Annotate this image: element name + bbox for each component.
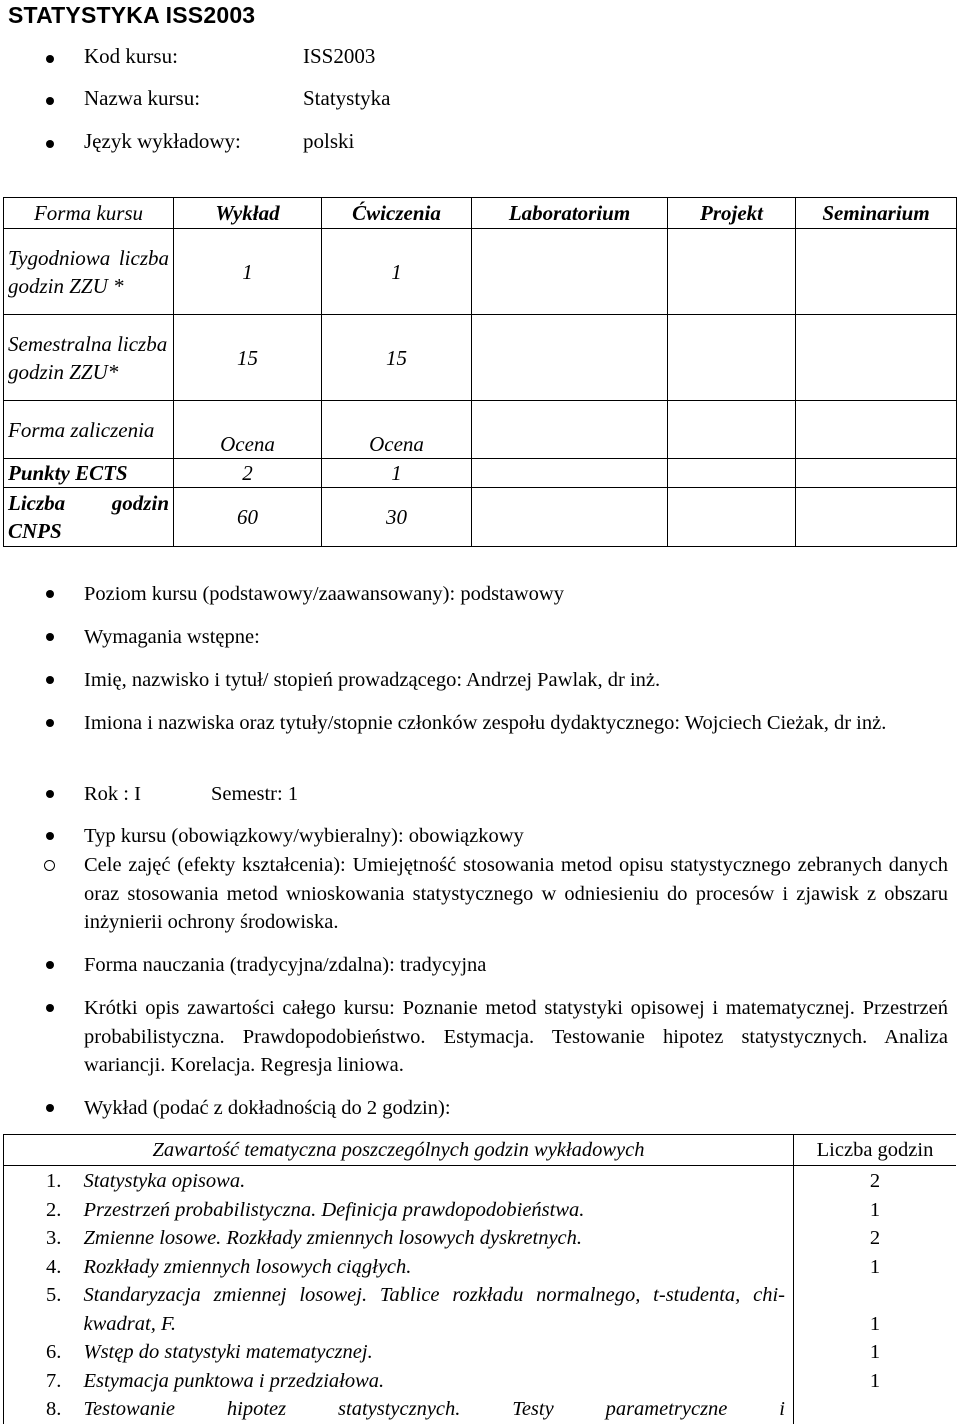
- cell: [668, 315, 796, 401]
- row-number: 5.: [46, 1284, 62, 1306]
- bullet-icon: [46, 832, 54, 840]
- lecture-table: [3, 1134, 956, 1424]
- row-number: 8.: [46, 1398, 62, 1420]
- cell: Ocena: [322, 401, 472, 459]
- cell: [796, 488, 957, 547]
- row-topic: Przestrzeń probabilistyczna. Definicja prawdopodobieństwa.: [83, 1198, 585, 1221]
- bullet-icon: [46, 97, 54, 105]
- bullet-icon: [46, 1004, 54, 1012]
- cell: [668, 459, 796, 488]
- circle-bullet-icon: [44, 860, 55, 871]
- row-topic: Rozkłady zmiennych losowych ciągłych.: [83, 1255, 412, 1278]
- row-hours: 1: [794, 1338, 957, 1367]
- level-text: Poziom kursu (podstawowy/zaawansowany): podstawowy: [84, 583, 564, 605]
- table-row: [4, 1166, 957, 1196]
- bullet-icon: [46, 1104, 54, 1112]
- row-topic: Zmienne losowe. Rozkłady zmiennych losowych dyskretnych.: [83, 1227, 583, 1249]
- info-label: Nazwa kursu:: [84, 86, 201, 110]
- info-value: Statystyka: [303, 86, 391, 110]
- cell: 1: [174, 229, 322, 315]
- header-laboratory: Laboratorium: [472, 198, 668, 229]
- table-row: [4, 1196, 957, 1225]
- page-title: STATYSTYKA ISS2003: [8, 2, 256, 28]
- row-label: Punkty ECTS: [4, 459, 174, 488]
- goals-text: Cele zajęć (efekty kształcenia): Umiejętność stosowania metod opisu statystycznego zebranych danych oraz stosowania metod wnioskowania statystycznego w odniesieniu do procesów i zjawisk z obszaru inżynierii ochrony środowiska.: [84, 854, 948, 933]
- lecture-table-wrapper: [3, 1134, 956, 1425]
- row-topic: Wstęp do statystyki matematycznej.: [83, 1341, 373, 1363]
- header-hours: Liczba godzin: [794, 1135, 957, 1166]
- course-form-header-row: [4, 198, 957, 229]
- cell: [472, 229, 668, 315]
- info-value: ISS2003: [303, 44, 376, 68]
- bullet-icon: [46, 140, 54, 148]
- lecturer-text: Imię, nazwisko i tytuł/ stopień prowadzącego: Andrzej Pawlak, dr inż.: [84, 669, 661, 691]
- header-form: Forma kursu: [4, 198, 174, 229]
- header-exercises: Ćwiczenia: [322, 198, 472, 229]
- teaching-form-text: Forma nauczania (tradycyjna/zdalna): tradycyjna: [84, 954, 487, 976]
- semester-text: Semestr: 1: [210, 783, 299, 805]
- bullet-icon: [46, 790, 54, 798]
- cell: [668, 401, 796, 459]
- table-row: [4, 488, 957, 547]
- cell: [668, 488, 796, 547]
- table-row: [4, 315, 957, 401]
- bullet-icon: [46, 633, 54, 641]
- row-topic: Testowanie hipotez statystycznych. Testy parametryczne i: [83, 1398, 785, 1420]
- table-row: [4, 1395, 957, 1424]
- row-label: Tygodniowa liczba godzin ZZU *: [4, 229, 174, 315]
- row-topic: Standaryzacja zmiennej losowej. Tablice rozkładu normalnego, t-studenta, chi-kwadrat, F.: [83, 1284, 785, 1335]
- prereq-text: Wymagania wstępne:: [84, 626, 260, 648]
- table-row: [4, 1338, 957, 1367]
- row-number: 6.: [46, 1341, 62, 1363]
- cell: 1: [322, 459, 472, 488]
- type-text: Typ kursu (obowiązkowy/wybieralny): obowiązkowy: [84, 825, 524, 847]
- bullet-icon: [46, 590, 54, 598]
- cell: [472, 401, 668, 459]
- summary-text: Krótki opis zawartości całego kursu: Poznanie metod statystyki opisowej i matematycznej. Przestrzeń probabilistyczna. Prawdopodobieństwo. Estymacja. Testowanie hipotez statystycznych. Analiza wariancji. Korelacja. Regresja liniowa.: [84, 997, 948, 1076]
- cell: [472, 488, 668, 547]
- info-value: polski: [303, 129, 355, 153]
- cell: [668, 229, 796, 315]
- row-number: 7.: [46, 1369, 62, 1392]
- cell: 60: [174, 488, 322, 547]
- header-lecture: Wykład: [174, 198, 322, 229]
- bullet-icon: [46, 55, 54, 63]
- year-text: Rok : I: [84, 783, 141, 805]
- row-label: Semestralna liczba godzin ZZU*: [4, 315, 174, 401]
- row-number: 4.: [46, 1255, 62, 1278]
- cell: 15: [174, 315, 322, 401]
- info-label: Kod kursu:: [84, 44, 178, 68]
- table-row: [4, 459, 957, 488]
- cell: 2: [174, 459, 322, 488]
- table-row: [4, 1281, 957, 1338]
- row-hours: 1: [794, 1253, 957, 1282]
- row-hours: [794, 1395, 957, 1424]
- cell: 30: [322, 488, 472, 547]
- table-row: [4, 1224, 957, 1253]
- header-topic: Zawartość tematyczna poszczególnych godzin wykładowych: [4, 1135, 794, 1166]
- table-row: [4, 1253, 957, 1282]
- row-hours: 1: [794, 1196, 957, 1225]
- cell: 15: [322, 315, 472, 401]
- table-row: [4, 1367, 957, 1396]
- cell: [796, 229, 957, 315]
- row-hours: 2: [794, 1166, 957, 1196]
- cell: [472, 459, 668, 488]
- row-topic: Estymacja punktowa i przedziałowa.: [83, 1369, 385, 1392]
- row-number: 3.: [46, 1227, 62, 1249]
- cell: 1: [322, 229, 472, 315]
- row-label: Liczba godzin CNPS: [4, 488, 174, 547]
- lecture-heading-text: Wykład (podać z dokładnością do 2 godzin):: [84, 1097, 451, 1119]
- course-form-table: [3, 197, 957, 547]
- row-topic: Statystyka opisowa.: [83, 1170, 246, 1192]
- cell: [796, 401, 957, 459]
- bullet-icon: [46, 676, 54, 684]
- bullet-icon: [46, 719, 54, 727]
- lecture-header-row: [4, 1135, 957, 1166]
- row-hours: 1: [794, 1367, 957, 1396]
- row-hours: 1: [794, 1281, 957, 1338]
- header-seminar: Seminarium: [796, 198, 957, 229]
- team-text: Imiona i nazwiska oraz tytuły/stopnie członków zespołu dydaktycznego: Wojciech Cieżak, dr inż.: [84, 712, 887, 734]
- row-label: Forma zaliczenia: [4, 401, 174, 459]
- cell: [472, 315, 668, 401]
- header-project: Projekt: [668, 198, 796, 229]
- table-row: [4, 229, 957, 315]
- cell: [796, 315, 957, 401]
- row-hours: 2: [794, 1224, 957, 1253]
- cell: [796, 459, 957, 488]
- bullet-icon: [46, 961, 54, 969]
- row-number: 2.: [46, 1198, 62, 1221]
- info-label: Język wykładowy:: [84, 129, 241, 153]
- row-number: 1.: [46, 1170, 62, 1192]
- cell: Ocena: [174, 401, 322, 459]
- table-row: [4, 401, 957, 459]
